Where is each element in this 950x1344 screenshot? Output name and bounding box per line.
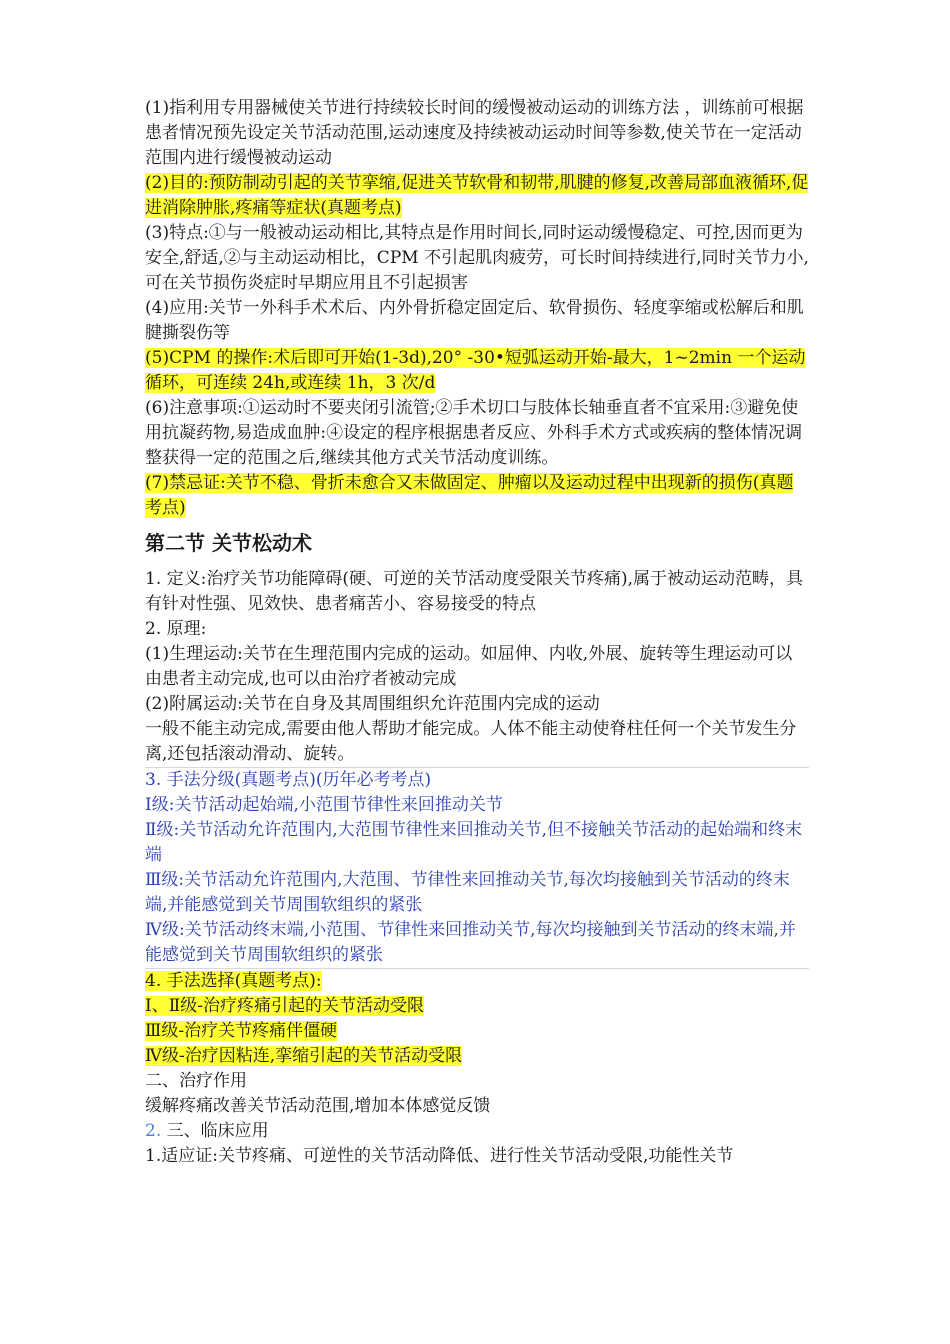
- grade-3: Ⅲ级:关节活动允许范围内,大范围、节律性来回推动关节,每次均接触到关节活动的终末端,并能感觉到关节周围软组织的紧张: [145, 870, 790, 915]
- grade-2: Ⅱ级:关节活动允许范围内,大范围节律性来回推动关节,但不接触关节活动的起始端和终末端: [145, 820, 803, 865]
- grading-title: 3. 手法分级(真题考点)(历年必考考点): [145, 770, 432, 790]
- grade-4: Ⅳ级:关节活动终末端,小范围、节律性来回推动关节,每次均接触到关节活动的终末端,并能感觉到关节周围软组织的紧张: [145, 920, 796, 965]
- cpm-definition: (1)指利用专用器械使关节进行持续较长时间的缓慢被动运动的训练方法 ，训练前可根据患者情况预先设定关节活动范围,运动速度及持续被动运动时间等参数,使关节在一定活动范围内进行缓慢被动运动: [145, 98, 804, 168]
- cpm-contraindications: (7)禁忌证:关节不稳、骨折未愈合又未做固定、肿瘤以及运动过程中出现新的损伤(真题考点): [145, 473, 794, 518]
- selection-3: Ⅲ级-治疗关节疼痛伴僵硬: [145, 1021, 338, 1041]
- grading-block: [145, 767, 809, 969]
- indication-text: 1.适应证:关节疼痛、可逆性的关节活动降低、进行性关节活动受限,功能性关节: [145, 1146, 734, 1166]
- section-title: 第二节 关节松动术: [145, 531, 312, 555]
- cpm-purpose: (2)目的:预防制动引起的关节挛缩,促进关节软骨和韧带,肌腱的修复,改善局部血液循环,促进消除肿胀,疼痛等症状(真题考点): [145, 173, 809, 218]
- selection-4: Ⅳ级-治疗因粘连,挛缩引起的关节活动受限: [145, 1046, 463, 1066]
- clinical-heading: [145, 1119, 809, 1144]
- mobilization-definition: 1. 定义:治疗关节功能障碍(硬、可逆的关节活动度受限关节疼痛),属于被动运动范畴，具有针对性强、见效快、患者痛苦小、容易接受的特点: [145, 569, 804, 614]
- selection-title: 4. 手法选择(真题考点):: [145, 971, 322, 991]
- cpm-application: (4)应用:关节一外科手术术后、内外骨折稳定固定后、软骨损伤、轻度挛缩或松解后和肌腱撕裂伤等: [145, 298, 804, 343]
- selection-1-2: Ⅰ、Ⅱ级-治疗疼痛引起的关节活动受限: [145, 996, 425, 1016]
- principle-title: 2. 原理:: [145, 619, 207, 639]
- grade-1: Ⅰ级:关节活动起始端,小范围节律性来回推动关节: [145, 795, 503, 815]
- list-number-marker: 2.: [145, 1121, 162, 1141]
- accessory-movement: (2)附属运动:关节在自身及其周围组织允许范围内完成的运动: [145, 694, 600, 714]
- physiological-movement: (1)生理运动:关节在生理范围内完成的运动。如屈伸、内收,外展、旋转等生理运动可以: [145, 644, 793, 664]
- effect-title: 二、治疗作用: [145, 1071, 247, 1091]
- document-content: [145, 96, 809, 1169]
- physiological-movement-cont: 由患者主动完成,也可以由治疗者被动完成: [145, 669, 457, 689]
- clinical-title: 三、临床应用: [161, 1121, 269, 1141]
- accessory-movement-cont: 一般不能主动完成,需要由他人帮助才能完成。人体不能主动使脊柱任何一个关节发生分离,还包括滚动滑动、旋转。: [145, 719, 797, 764]
- cpm-features: (3)特点:①与一般被动运动相比,其特点是作用时间长,同时运动缓慢稳定、可控,因而更为安全,舒适,②与主动运动相比，CPM 不引起肌肉疲劳，可长时间持续进行,同时关节力小,可在关节损伤炎症时早期应用且不引起损害: [145, 223, 809, 293]
- effect-text: 缓解疼痛改善关节活动范围,增加本体感觉反馈: [145, 1096, 491, 1116]
- cpm-operation: (5)CPM 的操作:术后即可开始(1-3d),20° -30•短弧运动开始-最大，1~2min 一个运动循环，可连续 24h,或连续 1h，3 次/d: [145, 348, 806, 393]
- cpm-precautions: (6)注意事项:①运动时不要夹闭引流管;②手术切口与肢体长轴垂直者不宜采用:③避免使用抗凝药物,易造成血肿:④设定的程序根据患者反应、外科手术方式或疾病的整体情况调整获得一定的范围之后,继续其他方式关节活动度训练。: [145, 398, 803, 468]
